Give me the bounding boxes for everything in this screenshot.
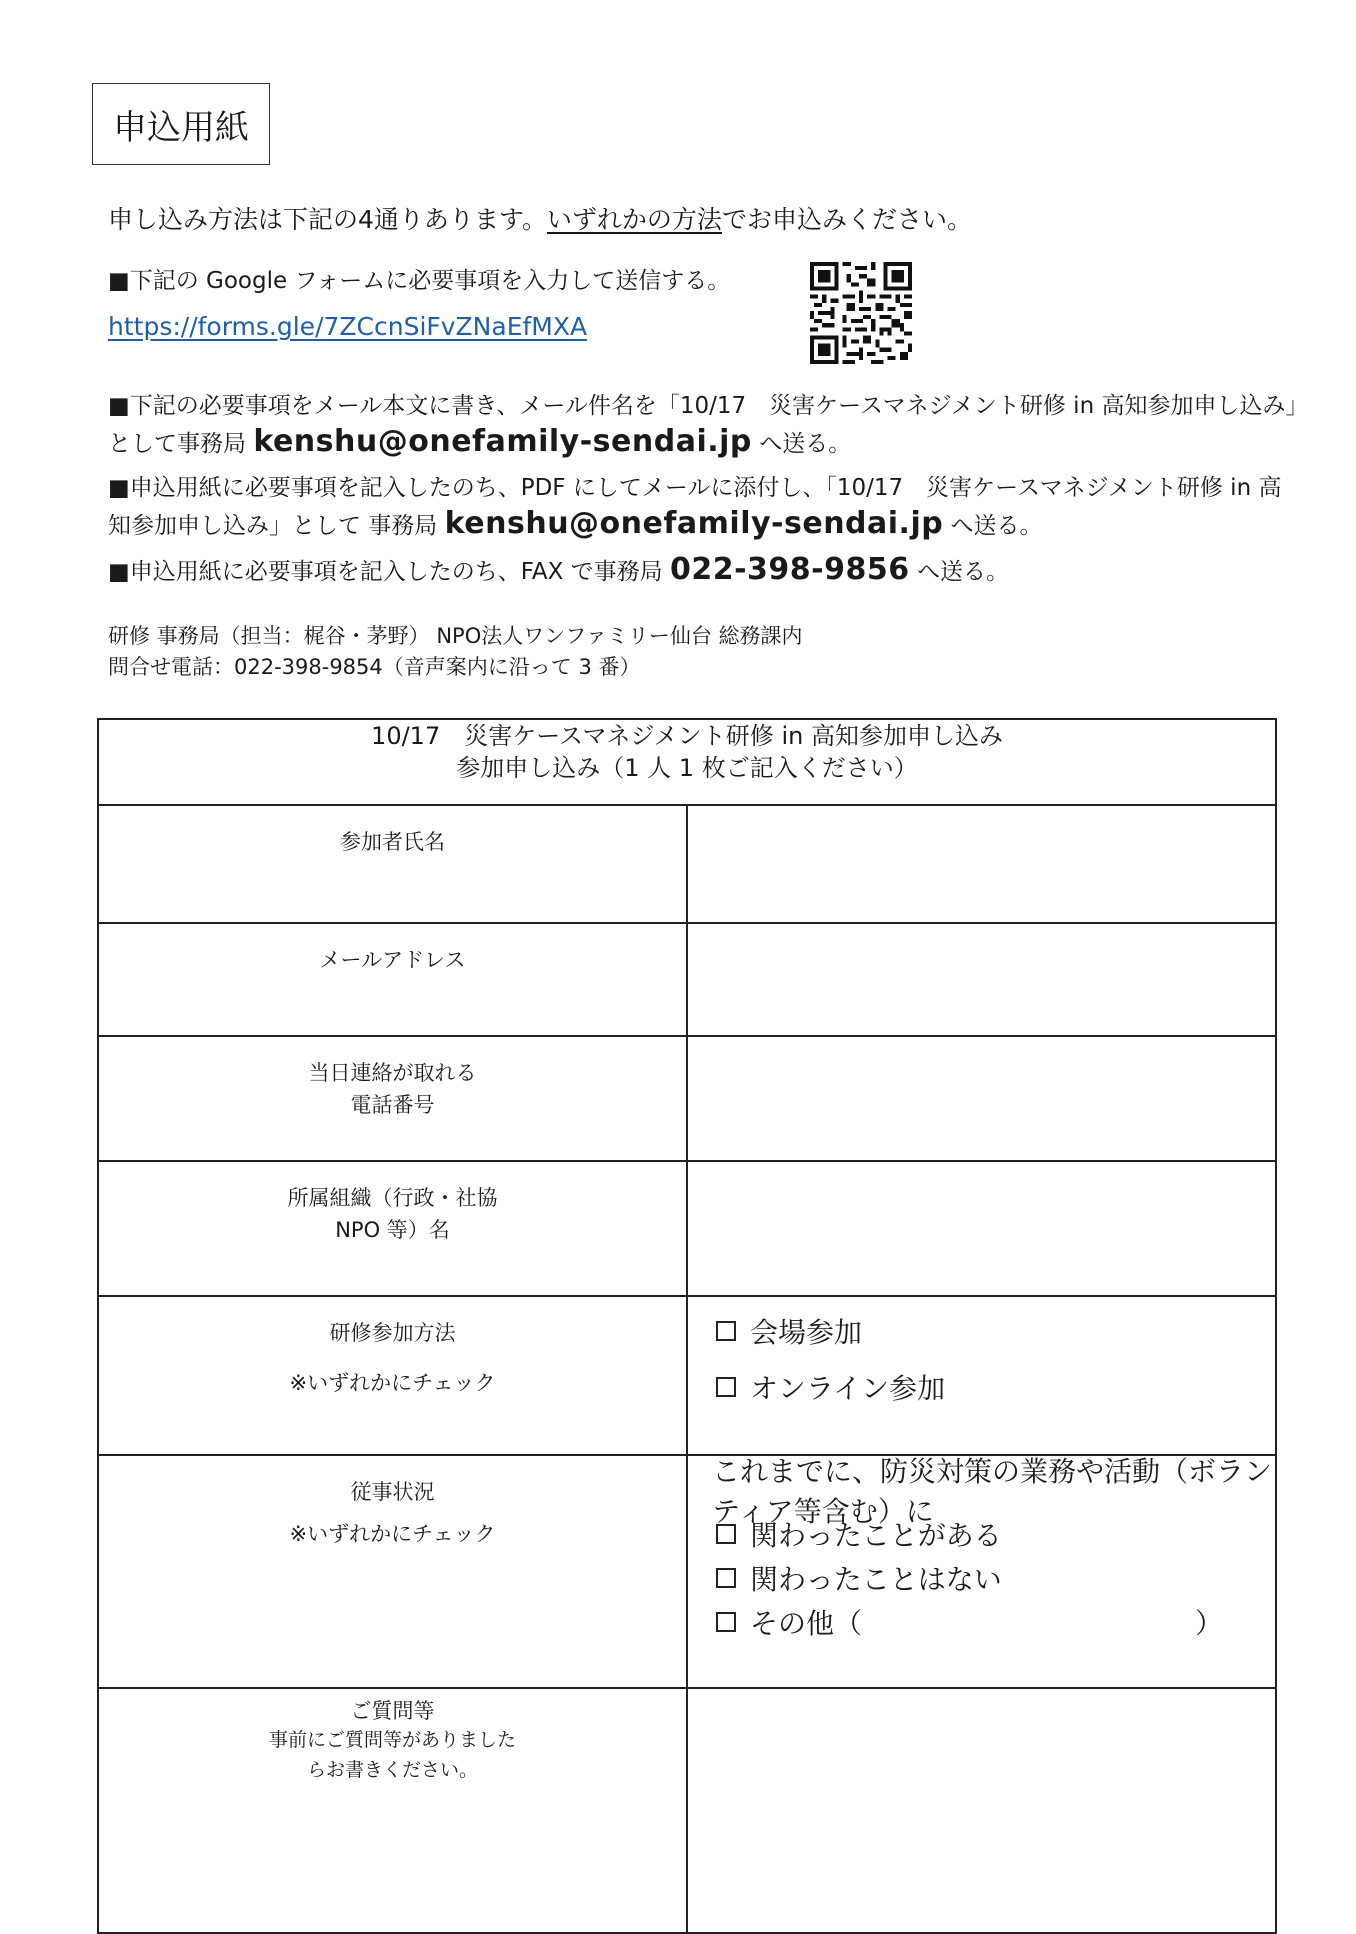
email-field[interactable]	[687, 923, 1276, 1036]
method-option-venue[interactable]	[688, 1309, 1275, 1353]
question-label-text: ご質問等	[350, 1699, 435, 1723]
form-header-line2: 参加申し込み（1 人 1 枚ご記入ください）	[456, 754, 918, 782]
method4-body: ■申込用紙に必要事項を記入したのち、FAX で事務局	[108, 559, 663, 585]
method4-tail: へ送る。	[916, 559, 1009, 585]
question-note-line2: らお書きください。	[306, 1759, 478, 1781]
form-header-line1: 10/17 災害ケースマネジメント研修 in 高知参加申し込み	[371, 722, 1003, 750]
google-form-link[interactable]: https://forms.gle/7ZCcnSiFvZNaEfMXA	[108, 312, 588, 341]
org-label-line2: NPO 等）名	[335, 1218, 450, 1242]
status-note: ※いずれかにチェック	[289, 1522, 496, 1546]
question-field[interactable]	[687, 1688, 1276, 1933]
method3-body: ■申込用紙に必要事項を記入したのち、PDF にしてメールに添付し、「10/17 災害ケースマネジメント研修 in 高知参加申し込み」として 事務局	[108, 475, 1282, 539]
method2-email: kenshu@onefamily-sendai.jp	[253, 424, 752, 459]
checkbox-online[interactable]	[716, 1377, 736, 1397]
status-option-other[interactable]	[688, 1600, 1275, 1644]
question-note-line1: 事前にご質問等がありました	[268, 1729, 516, 1751]
intro-text	[108, 200, 972, 236]
checkbox-status-yes[interactable]	[716, 1524, 736, 1544]
org-label-line1: 所属組織（行政・社協	[287, 1186, 498, 1210]
method3-text	[108, 470, 1298, 544]
page-title	[92, 83, 270, 165]
tel-label-line2: 電話番号	[350, 1093, 435, 1117]
status-label	[98, 1455, 687, 1688]
status-label-text: 従事状況	[350, 1480, 435, 1504]
status-lead: これまでに、防災対策の業務や活動（ボランティア等含む）に	[712, 1455, 1273, 1528]
method-option-online[interactable]	[688, 1365, 1275, 1409]
method4-text	[108, 552, 1298, 590]
method2-tail: へ送る。	[759, 431, 852, 457]
method-option-online-label: オンライン参加	[750, 1372, 946, 1405]
method2-body: ■下記の必要事項をメール本文に書き、メール件名を「10/17 災害ケースマネジメント研修 in 高知参加申し込み」として事務局	[108, 393, 1297, 457]
office-info: 研修 事務局（担当：梶谷・茅野） NPO法人ワンファミリー仙台 総務課内	[108, 624, 803, 648]
method-label	[98, 1296, 687, 1455]
method-note: ※いずれかにチェック	[289, 1371, 496, 1395]
method-label-text: 研修参加方法	[329, 1321, 456, 1345]
intro-after: でお申込みください。	[721, 205, 972, 234]
checkbox-venue[interactable]	[716, 1321, 736, 1341]
intro-underlined: いずれかの方法	[546, 205, 722, 234]
method-options	[687, 1296, 1276, 1455]
name-label-text: 参加者氏名	[340, 830, 445, 854]
question-label	[98, 1688, 687, 1933]
org-label	[98, 1161, 687, 1296]
status-option-other-close: ）	[1194, 1607, 1223, 1640]
phone-info: 問合せ電話：022-398-9854（音声案内に沿って 3 番）	[108, 655, 641, 679]
checkbox-status-no[interactable]	[716, 1568, 736, 1588]
status-options	[687, 1455, 1276, 1688]
form-header	[98, 719, 1276, 805]
method3-email: kenshu@onefamily-sendai.jp	[444, 506, 944, 541]
tel-label-line1: 当日連絡が取れる	[308, 1061, 477, 1085]
method4-fax: 022-398-9856	[669, 552, 910, 587]
intro-before: 申し込み方法は下記の4通りあります。	[108, 205, 547, 234]
status-option-other-label: その他（	[750, 1607, 863, 1640]
status-option-no[interactable]	[688, 1556, 1275, 1600]
method-option-venue-label: 会場参加	[750, 1316, 863, 1349]
status-option-yes-label: 関わったことがある	[750, 1519, 1002, 1552]
method1-text: ■下記の Google フォームに必要事項を入力して送信する。	[108, 268, 731, 294]
email-label-text: メールアドレス	[319, 948, 466, 972]
status-option-no-label: 関わったことはない	[750, 1563, 1002, 1596]
org-field[interactable]	[687, 1161, 1276, 1296]
page-title-text: 申込用紙	[113, 107, 249, 148]
name-field[interactable]	[687, 805, 1276, 923]
method3-tail: へ送る。	[950, 513, 1043, 539]
email-label	[98, 923, 687, 1036]
name-label	[98, 805, 687, 923]
method2-text	[108, 388, 1298, 462]
qr-code-icon	[810, 262, 912, 364]
tel-field[interactable]	[687, 1036, 1276, 1161]
tel-label	[98, 1036, 687, 1161]
checkbox-status-other[interactable]	[716, 1612, 736, 1632]
application-form	[97, 718, 1277, 1934]
